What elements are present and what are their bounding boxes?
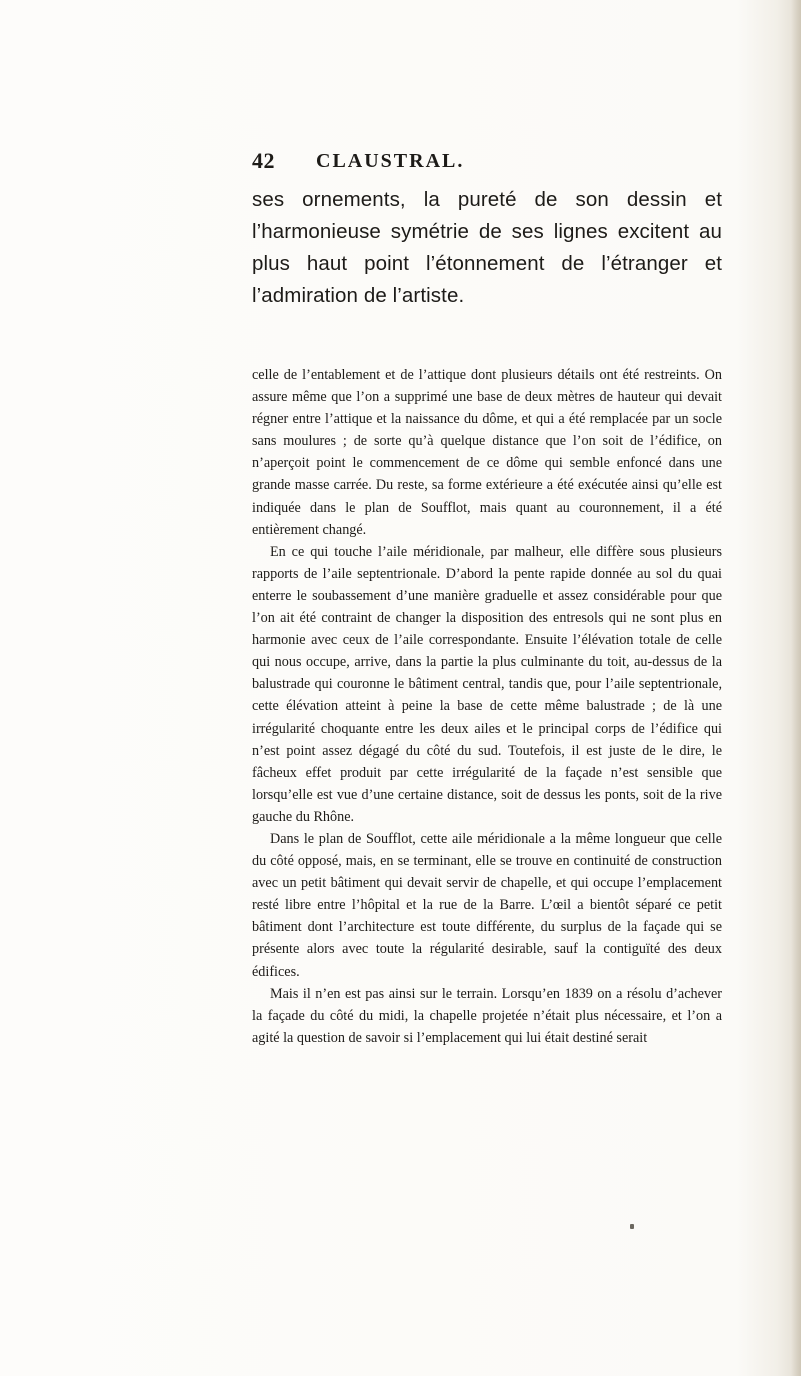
page-edge-shadow [791, 0, 801, 1376]
body-text [252, 364, 722, 1049]
paragraph-2: En ce qui touche l’aile méridionale, par malheur, elle diffère sous plusieurs rapports de l’aile septentrionale. D’abord la pente rapide donnée au sol du quai enterre le soubassement d’une manière graduelle et assez considérable pour que l’on ait été contraint de changer la disposition des entresols qui ne sont plus en harmonie avec ceux de l’aile correspondante. Ensuite l’élévation totale de celle qui nous occupe, arrive, dans la partie la plus culminante du toit, au-dessus de la balustrade qui couronne le bâtiment central, tandis que, pour l’aile septentrionale, cette élévation atteint à peine la base de cette même balustrade ; de là une irrégularité choquante entre les deux ailes et le principal corps de l’édifice qui n’est point assez dégagé du côté du sud. Toutefois, il est juste de le dire, le fâcheux effet produit par cette irrégularité de la façade n’est sensible que lorsqu’elle est vue d’une certaine distance, soit de dessus les ponts, soit de la rive gauche du Rhône. [252, 543, 722, 825]
running-title: CLAUSTRAL. [316, 150, 465, 172]
paragraph-4: Mais il n’en est pas ainsi sur le terrain. Lorsqu’en 1839 on a résolu d’achever la façade du côté du midi, la chapelle projetée n’était plus nécessaire, et l’on a agité la question de savoir si l’emplacement qui lui était destiné serait [252, 985, 722, 1046]
paragraph-1: celle de l’entablement et de l’attique dont plusieurs détails ont été restreints. On assure même que l’on a supprimé une base de deux mètres de hauteur qui devait régner entre l’attique et la naissance du dôme, et qui a été remplacée par un socle sans moulures ; de sorte qu’à quelque distance que l’on soit de l’édifice, on n’aperçoit point le commencement de ce dôme qui semble enfoncé dans une grande masse carrée. Du reste, sa forme extérieure a été exécutée ainsi qu’elle est indiquée dans le plan de Soufflot, mais quant au couronnement, il a été entièrement changé. [252, 367, 722, 538]
page-number: 42 [252, 148, 275, 173]
quoted-passage: ses ornements, la pureté de son dessin et l’harmonieuse symétrie de ses lignes excitent au plus haut point l’étonnement de l’étranger et l’admiration de l’artiste. [252, 188, 722, 307]
paragraph-3: Dans le plan de Soufflot, cette aile méridionale a la même longueur que celle du côté opposé, mais, en se terminant, elle se trouve en continuité de construction avec un petit bâtiment qui devait servir de chapelle, et qui occupe l’emplacement resté libre entre l’hôpital et la rue de la Barre. L’œil a bientôt séparé ce petit bâtiment dont l’architecture est toute différente, du surplus de la façade qui se présente alors avec toute la régularité desirable, sauf la contiguïté des deux édifices. [252, 830, 722, 980]
page-header [252, 148, 792, 178]
ink-speck [630, 1224, 634, 1229]
